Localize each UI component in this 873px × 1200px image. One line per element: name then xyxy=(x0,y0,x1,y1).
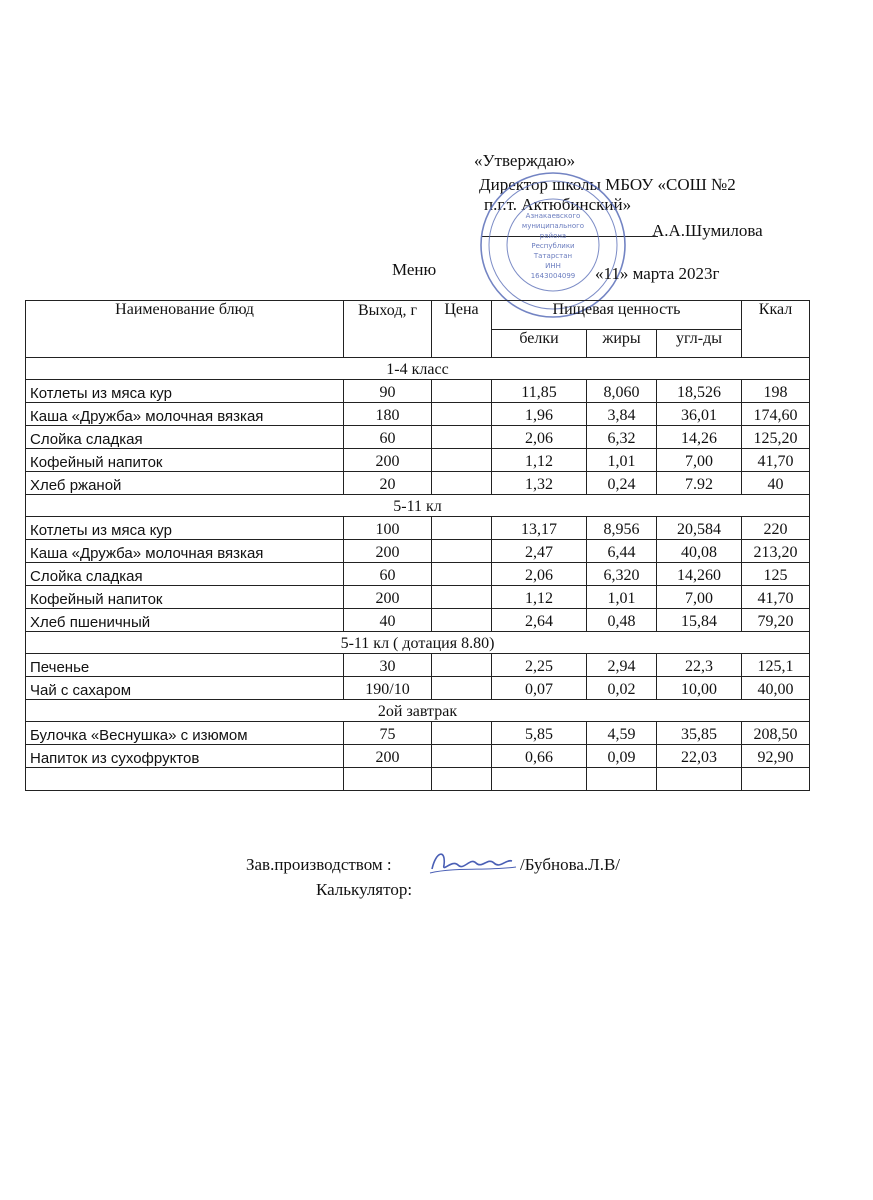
stamp-text: района xyxy=(539,232,567,240)
cell-kcal xyxy=(742,768,810,791)
cell-yield: 100 xyxy=(344,517,432,540)
table-header-row xyxy=(26,301,810,330)
production-name: /Бубнова.Л.В/ xyxy=(520,855,621,874)
cell-name: Кофейный напиток xyxy=(26,449,344,472)
cell-protein: 1,12 xyxy=(492,449,587,472)
cell-price xyxy=(432,403,492,426)
cell-price xyxy=(432,380,492,403)
table-row xyxy=(26,722,810,745)
cell-name: Печенье xyxy=(26,654,344,677)
cell-name: Слойка сладкая xyxy=(26,563,344,586)
cell-carbs: 22,3 xyxy=(657,654,742,677)
cell-kcal: 40 xyxy=(742,472,810,495)
table-row xyxy=(26,403,810,426)
cell-yield: 30 xyxy=(344,654,432,677)
section-header-row xyxy=(26,632,810,654)
cell-price xyxy=(432,745,492,768)
cell-carbs: 40,08 xyxy=(657,540,742,563)
cell-fat: 0,48 xyxy=(587,609,657,632)
cell-yield: 180 xyxy=(344,403,432,426)
cell-price xyxy=(432,768,492,791)
cell-yield: 60 xyxy=(344,426,432,449)
cell-yield: 190/10 xyxy=(344,677,432,700)
section-header-row xyxy=(26,495,810,517)
cell-protein: 1,32 xyxy=(492,472,587,495)
cell-carbs: 7,00 xyxy=(657,586,742,609)
cell-fat xyxy=(587,768,657,791)
cell-yield: 200 xyxy=(344,449,432,472)
stamp-text: Азнакаевского xyxy=(525,212,581,220)
cell-kcal: 174,60 xyxy=(742,403,810,426)
director-signer: А.А.Шумилова xyxy=(652,221,763,240)
cell-carbs: 14,26 xyxy=(657,426,742,449)
cell-fat: 0,24 xyxy=(587,472,657,495)
cell-kcal: 125 xyxy=(742,563,810,586)
table-row xyxy=(26,540,810,563)
cell-fat: 2,94 xyxy=(587,654,657,677)
cell-protein xyxy=(492,768,587,791)
cell-protein: 2,06 xyxy=(492,563,587,586)
cell-protein: 0,07 xyxy=(492,677,587,700)
settlement-line: п.г.т. Актюбинский» xyxy=(484,195,632,214)
cell-protein: 1,96 xyxy=(492,403,587,426)
table-row xyxy=(26,517,810,540)
cell-price xyxy=(432,517,492,540)
cell-kcal: 125,20 xyxy=(742,426,810,449)
table-row xyxy=(26,609,810,632)
cell-carbs: 7,00 xyxy=(657,449,742,472)
cell-carbs: 18,526 xyxy=(657,380,742,403)
cell-yield: 200 xyxy=(344,745,432,768)
cell-price xyxy=(432,654,492,677)
cell-carbs xyxy=(657,768,742,791)
section-title: 5-11 кл ( дотация 8.80) xyxy=(26,632,810,654)
cell-carbs: 14,260 xyxy=(657,563,742,586)
director-line: Директор школы МБОУ «СОШ №2 xyxy=(479,175,736,194)
cell-name: Котлеты из мяса кур xyxy=(26,517,344,540)
header-name: Наименование блюд xyxy=(26,301,344,358)
cell-yield: 200 xyxy=(344,586,432,609)
cell-protein: 0,66 xyxy=(492,745,587,768)
stamp-text: Республики xyxy=(531,242,575,250)
table-row xyxy=(26,472,810,495)
cell-name: Котлеты из мяса кур xyxy=(26,380,344,403)
cell-kcal: 92,90 xyxy=(742,745,810,768)
cell-price xyxy=(432,563,492,586)
cell-carbs: 10,00 xyxy=(657,677,742,700)
menu-table xyxy=(25,300,810,791)
section-header-row xyxy=(26,700,810,722)
cell-fat: 8,956 xyxy=(587,517,657,540)
cell-price xyxy=(432,586,492,609)
table-row xyxy=(26,426,810,449)
cell-name: Слойка сладкая xyxy=(26,426,344,449)
cell-protein: 11,85 xyxy=(492,380,587,403)
menu-date: «11» марта 2023г xyxy=(595,264,720,283)
cell-yield: 60 xyxy=(344,563,432,586)
cell-kcal: 41,70 xyxy=(742,449,810,472)
cell-name: Кофейный напиток xyxy=(26,586,344,609)
menu-title: Меню xyxy=(392,260,437,279)
cell-protein: 2,47 xyxy=(492,540,587,563)
cell-name: Хлеб пшеничный xyxy=(26,609,344,632)
cell-fat: 8,060 xyxy=(587,380,657,403)
cell-protein: 5,85 xyxy=(492,722,587,745)
stamp-text: Татарстан xyxy=(533,252,573,260)
cell-kcal: 220 xyxy=(742,517,810,540)
header-price: Цена xyxy=(432,301,492,358)
cell-yield: 75 xyxy=(344,722,432,745)
cell-carbs: 36,01 xyxy=(657,403,742,426)
table-row xyxy=(26,586,810,609)
cell-kcal: 198 xyxy=(742,380,810,403)
cell-protein: 2,25 xyxy=(492,654,587,677)
section-title: 2ой завтрак xyxy=(26,700,810,722)
cell-protein: 2,06 xyxy=(492,426,587,449)
cell-name: Каша «Дружба» молочная вязкая xyxy=(26,403,344,426)
cell-yield: 40 xyxy=(344,609,432,632)
table-row xyxy=(26,745,810,768)
table-row xyxy=(26,654,810,677)
cell-kcal: 208,50 xyxy=(742,722,810,745)
cell-name: Булочка «Веснушка» с изюмом xyxy=(26,722,344,745)
header-yield: Выход, г xyxy=(344,301,432,358)
handwritten-signature xyxy=(426,843,518,879)
cell-fat: 0,02 xyxy=(587,677,657,700)
cell-name: Хлеб ржаной xyxy=(26,472,344,495)
cell-kcal: 41,70 xyxy=(742,586,810,609)
header-nutrition: Пищевая ценность xyxy=(492,301,742,330)
cell-yield: 200 xyxy=(344,540,432,563)
cell-name: Напиток из сухофруктов xyxy=(26,745,344,768)
table-row xyxy=(26,677,810,700)
cell-kcal: 40,00 xyxy=(742,677,810,700)
cell-fat: 0,09 xyxy=(587,745,657,768)
cell-protein: 1,12 xyxy=(492,586,587,609)
cell-price xyxy=(432,472,492,495)
table-row xyxy=(26,563,810,586)
cell-protein: 13,17 xyxy=(492,517,587,540)
cell-fat: 6,320 xyxy=(587,563,657,586)
table-row xyxy=(26,380,810,403)
calculator-label: Калькулятор: xyxy=(316,880,413,899)
header-kcal: Ккал xyxy=(742,301,810,358)
section-header-row xyxy=(26,358,810,380)
section-title: 1-4 класс xyxy=(26,358,810,380)
stamp-text: муниципального xyxy=(521,222,585,230)
cell-yield xyxy=(344,768,432,791)
cell-name: Каша «Дружба» молочная вязкая xyxy=(26,540,344,563)
official-stamp xyxy=(478,170,628,320)
cell-fat: 1,01 xyxy=(587,449,657,472)
cell-price xyxy=(432,449,492,472)
section-title: 5-11 кл xyxy=(26,495,810,517)
stamp-text: 1643004099 xyxy=(530,272,576,280)
cell-carbs: 15,84 xyxy=(657,609,742,632)
cell-price xyxy=(432,609,492,632)
header-fat: жиры xyxy=(587,329,657,358)
cell-fat: 4,59 xyxy=(587,722,657,745)
header-carbs: угл-ды xyxy=(657,329,742,358)
cell-carbs: 35,85 xyxy=(657,722,742,745)
stamp-text: ИНН xyxy=(545,262,561,270)
table-row xyxy=(26,768,810,791)
cell-kcal: 213,20 xyxy=(742,540,810,563)
cell-price xyxy=(432,426,492,449)
table-row xyxy=(26,449,810,472)
cell-fat: 1,01 xyxy=(587,586,657,609)
cell-fat: 3,84 xyxy=(587,403,657,426)
cell-name xyxy=(26,768,344,791)
cell-price xyxy=(432,722,492,745)
header-protein: белки xyxy=(492,329,587,358)
cell-price xyxy=(432,540,492,563)
approve-heading: «Утверждаю» xyxy=(474,151,576,170)
cell-protein: 2,64 xyxy=(492,609,587,632)
cell-kcal: 79,20 xyxy=(742,609,810,632)
cell-fat: 6,44 xyxy=(587,540,657,563)
cell-carbs: 7.92 xyxy=(657,472,742,495)
cell-yield: 90 xyxy=(344,380,432,403)
cell-fat: 6,32 xyxy=(587,426,657,449)
cell-carbs: 20,584 xyxy=(657,517,742,540)
cell-price xyxy=(432,677,492,700)
cell-name: Чай с сахаром xyxy=(26,677,344,700)
cell-yield: 20 xyxy=(344,472,432,495)
production-label: Зав.производством : xyxy=(246,855,392,874)
cell-carbs: 22,03 xyxy=(657,745,742,768)
cell-kcal: 125,1 xyxy=(742,654,810,677)
